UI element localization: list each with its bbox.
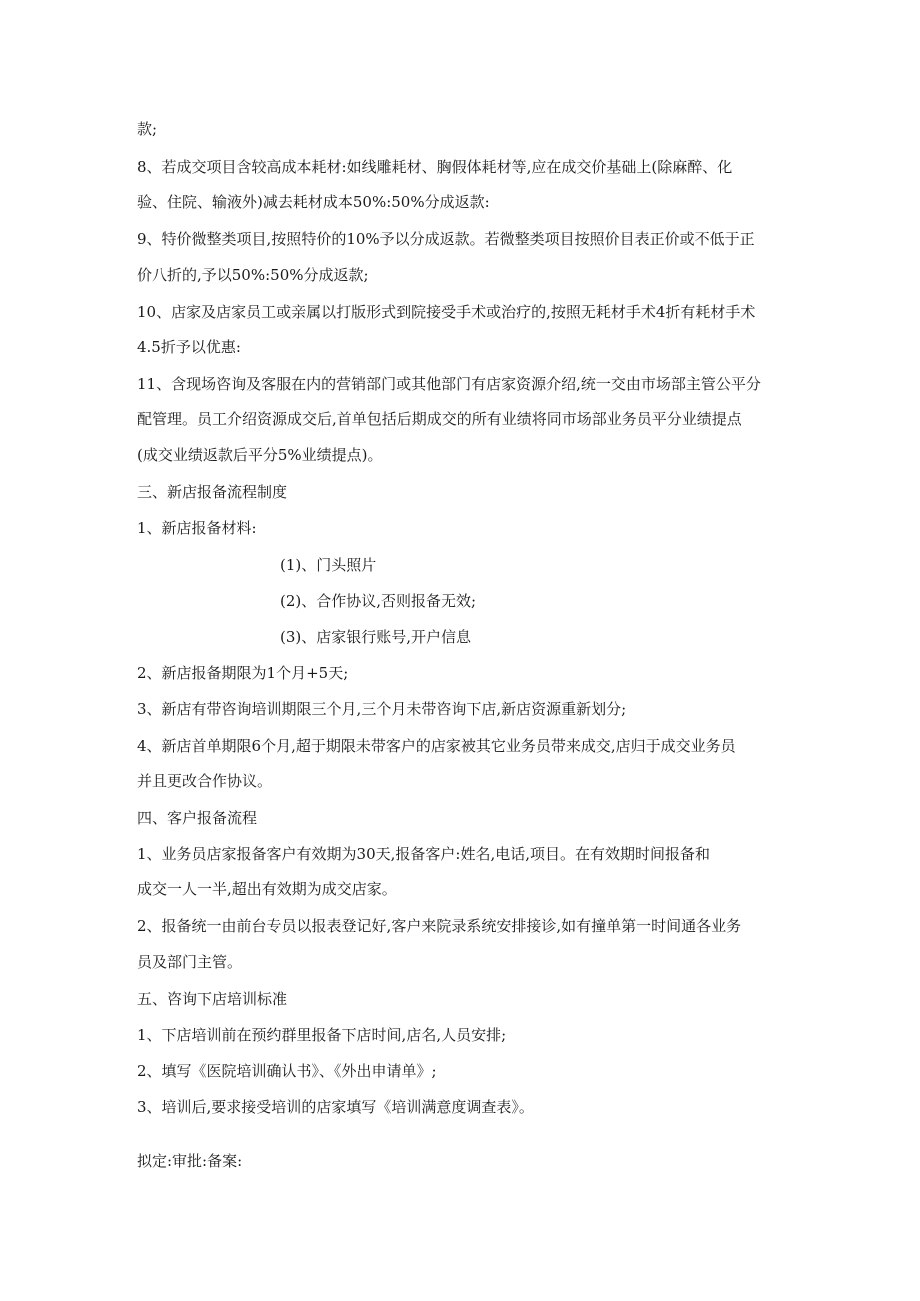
text-line: 并且更改合作协议。 bbox=[137, 772, 273, 790]
text-line: (成交业绩返款后平分5%业绩提点)。 bbox=[137, 446, 383, 464]
text-line: 成交一人一半,超出有效期为成交店家。 bbox=[137, 880, 397, 898]
text-line: 9、特价微整类项目,按照特价的10%予以分成返款。若微整类项目按照价目表正价或不低于正 bbox=[137, 230, 755, 248]
text-line: 4.5折予以优惠: bbox=[137, 338, 241, 356]
text-line: 1、下店培训前在预约群里报备下店时间,店名,人员安排; bbox=[137, 1026, 507, 1044]
signature-line: 拟定:审批:备案: bbox=[137, 1152, 243, 1170]
section-heading: 五、咨询下店培训标准 bbox=[137, 990, 288, 1008]
list-item: (3)、店家银行账号,开户信息 bbox=[280, 628, 472, 646]
text-line: 2、新店报备期限为1个月+5天; bbox=[137, 664, 349, 682]
text-line: 配管理。员工介绍资源成交后,首单包括后期成交的所有业绩将同市场部业务员平分业绩提点 bbox=[137, 410, 742, 428]
text-line: 2、报备统一由前台专员以报表登记好,客户来院录系统安排接诊,如有撞单第一时间通各业务 bbox=[137, 917, 742, 935]
text-line: 1、新店报备材料: bbox=[137, 519, 257, 537]
list-item: (2)、合作协议,否则报备无效; bbox=[280, 592, 477, 610]
text-line: 价八折的,予以50%:50%分成返款; bbox=[137, 266, 369, 284]
text-line: 3、新店有带咨询培训期限三个月,三个月未带咨询下店,新店资源重新划分; bbox=[137, 700, 627, 718]
list-item: (1)、门头照片 bbox=[280, 556, 377, 574]
section-heading: 四、客户报备流程 bbox=[137, 809, 258, 827]
text-line: 验、住院、输液外)减去耗材成本50%:50%分成返款: bbox=[137, 193, 490, 211]
text-line: 2、填写《医院培训确认书》、《外出申请单》; bbox=[137, 1062, 437, 1080]
text-line: 4、新店首单期限6个月,超于期限未带客户的店家被其它业务员带来成交,店归于成交业务员 bbox=[137, 737, 736, 755]
text-line: 员及部门主管。 bbox=[137, 953, 243, 971]
text-line: 1、业务员店家报备客户有效期为30天,报备客户:姓名,电话,项目。在有效期时间报备和 bbox=[137, 845, 710, 863]
section-heading: 三、新店报备流程制度 bbox=[137, 483, 288, 501]
text-line: 款; bbox=[137, 120, 158, 138]
text-line: 3、培训后,要求接受培训的店家填写《培训满意度调查表》。 bbox=[137, 1098, 534, 1116]
text-line: 10、店家及店家员工或亲属以打版形式到院接受手术或治疗的,按照无耗材手术4折有耗材手术 bbox=[137, 303, 756, 321]
text-line: 11、含现场咨询及客服在内的营销部门或其他部门有店家资源介绍,统一交由市场部主管公平分 bbox=[137, 375, 761, 393]
text-line: 8、若成交项目含较高成本耗材:如线雕耗材、胸假体耗材等,应在成交价基础上(除麻醉、化 bbox=[137, 158, 733, 176]
